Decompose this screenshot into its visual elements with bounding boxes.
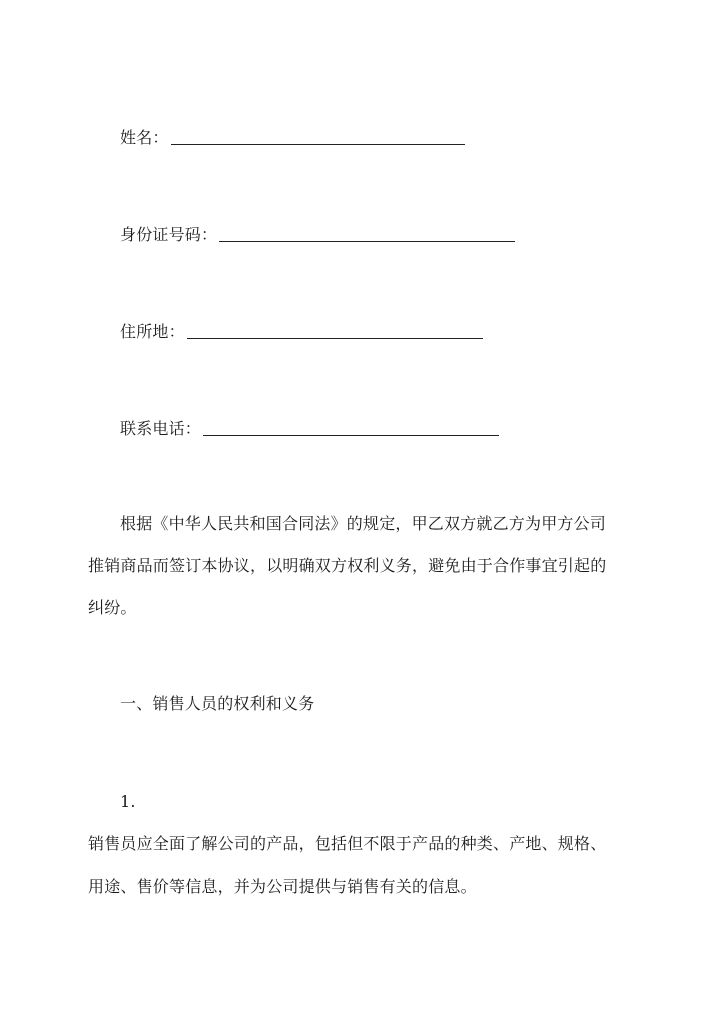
address-field (120, 322, 483, 342)
address-blank-line (187, 338, 483, 339)
phone-field (120, 419, 499, 439)
name-field (120, 128, 465, 148)
name-label: 姓名： (120, 128, 169, 147)
id-number-label: 身份证号码： (120, 225, 218, 244)
item-number: 1. (120, 792, 136, 811)
id-number-blank-line (219, 241, 515, 242)
section-heading: 一、销售人员的权利和义务 (120, 694, 315, 713)
intro-line-1: 根据《中华人民共和国合同法》的规定，甲乙双方就乙方为甲方公司 (120, 514, 607, 533)
phone-label: 联系电话： (120, 419, 202, 438)
intro-line-2: 推销商品而签订本协议，以明确双方权利义务，避免由于合作事宜引起的 (88, 556, 607, 575)
phone-blank-line (203, 435, 499, 436)
intro-line-3: 纠纷。 (88, 598, 137, 617)
address-label: 住所地： (120, 322, 185, 341)
item-text-line-1: 销售员应全面了解公司的产品，包括但不限于产品的种类、产地、规格、 (88, 834, 607, 853)
id-number-field (120, 225, 515, 245)
name-blank-line (171, 144, 465, 145)
item-text-line-2: 用途、售价等信息，并为公司提供与销售有关的信息。 (88, 877, 477, 896)
